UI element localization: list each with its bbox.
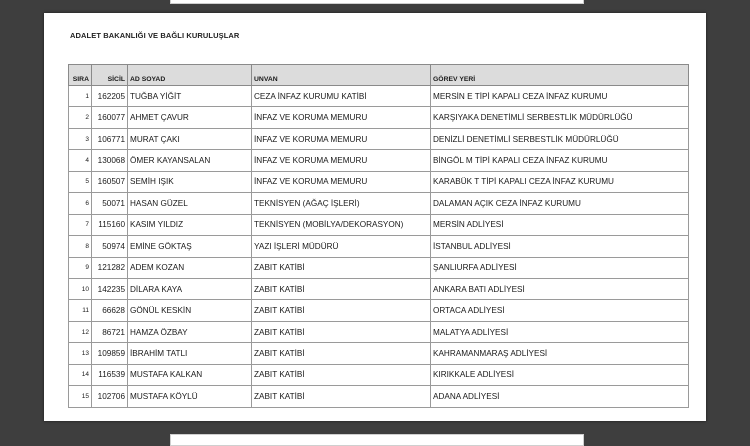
cell-unvan: ZABIT KATİBİ: [252, 343, 431, 364]
cell-unvan: İNFAZ VE KORUMA MEMURU: [252, 150, 431, 171]
document-title: ADALET BAKANLIĞI VE BAĞLI KURULUŞLAR: [70, 31, 240, 40]
cell-sira: 8: [69, 236, 92, 257]
cell-ad-soyad: ADEM KOZAN: [128, 257, 252, 278]
table-header-row: [69, 65, 689, 86]
cell-sicil: 142235: [92, 278, 128, 299]
document-page: [44, 13, 706, 421]
cell-ad-soyad: TUĞBA YİĞİT: [128, 86, 252, 107]
cell-ad-soyad: HAMZA ÖZBAY: [128, 321, 252, 342]
cell-gorev-yeri: ŞANLIURFA ADLİYESİ: [431, 257, 689, 278]
header-sicil: SİCİL: [92, 65, 128, 86]
table-row: [69, 236, 689, 257]
cell-gorev-yeri: BİNGÖL M TİPİ KAPALI CEZA İNFAZ KURUMU: [431, 150, 689, 171]
cell-unvan: ZABIT KATİBİ: [252, 278, 431, 299]
cell-gorev-yeri: KIRIKKALE ADLİYESİ: [431, 364, 689, 385]
cell-sira: 15: [69, 386, 92, 407]
cell-gorev-yeri: DALAMAN AÇIK CEZA İNFAZ KURUMU: [431, 193, 689, 214]
table-row: [69, 386, 689, 407]
cell-unvan: İNFAZ VE KORUMA MEMURU: [252, 107, 431, 128]
cell-unvan: ZABIT KATİBİ: [252, 300, 431, 321]
cell-gorev-yeri: MALATYA ADLİYESİ: [431, 321, 689, 342]
cell-unvan: İNFAZ VE KORUMA MEMURU: [252, 171, 431, 192]
cell-unvan: CEZA İNFAZ KURUMU KATİBİ: [252, 86, 431, 107]
cell-sira: 9: [69, 257, 92, 278]
cell-sicil: 121282: [92, 257, 128, 278]
table-row: [69, 300, 689, 321]
cell-gorev-yeri: MERSİN ADLİYESİ: [431, 214, 689, 235]
cell-sicil: 109859: [92, 343, 128, 364]
cell-sira: 12: [69, 321, 92, 342]
cell-unvan: TEKNİSYEN (AĞAÇ İŞLERİ): [252, 193, 431, 214]
cell-sicil: 50071: [92, 193, 128, 214]
table-row: [69, 107, 689, 128]
cell-unvan: ZABIT KATİBİ: [252, 364, 431, 385]
cell-gorev-yeri: ORTACA ADLİYESİ: [431, 300, 689, 321]
cell-ad-soyad: MUSTAFA KÖYLÜ: [128, 386, 252, 407]
personnel-table: [68, 64, 689, 408]
cell-ad-soyad: İBRAHİM TATLI: [128, 343, 252, 364]
cell-ad-soyad: ÖMER KAYANSALAN: [128, 150, 252, 171]
cell-ad-soyad: EMİNE GÖKTAŞ: [128, 236, 252, 257]
cell-sira: 14: [69, 364, 92, 385]
cell-sira: 5: [69, 171, 92, 192]
cell-sira: 6: [69, 193, 92, 214]
cell-sicil: 50974: [92, 236, 128, 257]
cell-gorev-yeri: KAHRAMANMARAŞ ADLİYESİ: [431, 343, 689, 364]
cell-sicil: 86721: [92, 321, 128, 342]
table-row: [69, 364, 689, 385]
table-row: [69, 193, 689, 214]
cell-gorev-yeri: İSTANBUL ADLİYESİ: [431, 236, 689, 257]
header-gorev-yeri: GÖREV YERİ: [431, 65, 689, 86]
cell-sira: 7: [69, 214, 92, 235]
cell-gorev-yeri: KARŞIYAKA DENETİMLİ SERBESTLİK MÜDÜRLÜĞÜ: [431, 107, 689, 128]
cell-gorev-yeri: MERSİN E TİPİ KAPALI CEZA İNFAZ KURUMU: [431, 86, 689, 107]
cell-sicil: 162205: [92, 86, 128, 107]
cell-sira: 3: [69, 128, 92, 149]
cell-ad-soyad: AHMET ÇAVUR: [128, 107, 252, 128]
header-sira: SIRA: [69, 65, 92, 86]
table-row: [69, 343, 689, 364]
cell-gorev-yeri: ANKARA BATI ADLİYESİ: [431, 278, 689, 299]
cell-sira: 13: [69, 343, 92, 364]
cell-unvan: ZABIT KATİBİ: [252, 257, 431, 278]
cell-sicil: 160507: [92, 171, 128, 192]
cell-sicil: 160077: [92, 107, 128, 128]
table-row: [69, 257, 689, 278]
table-row: [69, 278, 689, 299]
previous-page-edge: [170, 0, 584, 4]
cell-ad-soyad: SEMİH IŞIK: [128, 171, 252, 192]
cell-sira: 1: [69, 86, 92, 107]
cell-ad-soyad: DİLARA KAYA: [128, 278, 252, 299]
cell-sira: 10: [69, 278, 92, 299]
cell-sicil: 106771: [92, 128, 128, 149]
cell-ad-soyad: MURAT ÇAKI: [128, 128, 252, 149]
cell-ad-soyad: GÖNÜL KESKİN: [128, 300, 252, 321]
header-unvan: UNVAN: [252, 65, 431, 86]
table-row: [69, 150, 689, 171]
cell-sira: 11: [69, 300, 92, 321]
cell-unvan: TEKNİSYEN (MOBİLYA/DEKORASYON): [252, 214, 431, 235]
cell-unvan: YAZI İŞLERİ MÜDÜRÜ: [252, 236, 431, 257]
cell-unvan: ZABIT KATİBİ: [252, 321, 431, 342]
cell-sira: 2: [69, 107, 92, 128]
cell-gorev-yeri: ADANA ADLİYESİ: [431, 386, 689, 407]
cell-sira: 4: [69, 150, 92, 171]
table-body: [69, 86, 689, 408]
cell-gorev-yeri: KARABÜK T TİPİ KAPALI CEZA İNFAZ KURUMU: [431, 171, 689, 192]
next-page-edge: [170, 434, 584, 446]
cell-sicil: 116539: [92, 364, 128, 385]
table-row: [69, 171, 689, 192]
cell-unvan: İNFAZ VE KORUMA MEMURU: [252, 128, 431, 149]
header-ad-soyad: AD SOYAD: [128, 65, 252, 86]
cell-sicil: 102706: [92, 386, 128, 407]
cell-sicil: 115160: [92, 214, 128, 235]
cell-sicil: 130068: [92, 150, 128, 171]
table-row: [69, 214, 689, 235]
cell-ad-soyad: KASIM YILDIZ: [128, 214, 252, 235]
cell-gorev-yeri: DENİZLİ DENETİMLİ SERBESTLİK MÜDÜRLÜĞÜ: [431, 128, 689, 149]
table-row: [69, 86, 689, 107]
table-row: [69, 321, 689, 342]
cell-ad-soyad: MUSTAFA KALKAN: [128, 364, 252, 385]
cell-ad-soyad: HASAN GÜZEL: [128, 193, 252, 214]
table-row: [69, 128, 689, 149]
cell-sicil: 66628: [92, 300, 128, 321]
cell-unvan: ZABIT KATİBİ: [252, 386, 431, 407]
